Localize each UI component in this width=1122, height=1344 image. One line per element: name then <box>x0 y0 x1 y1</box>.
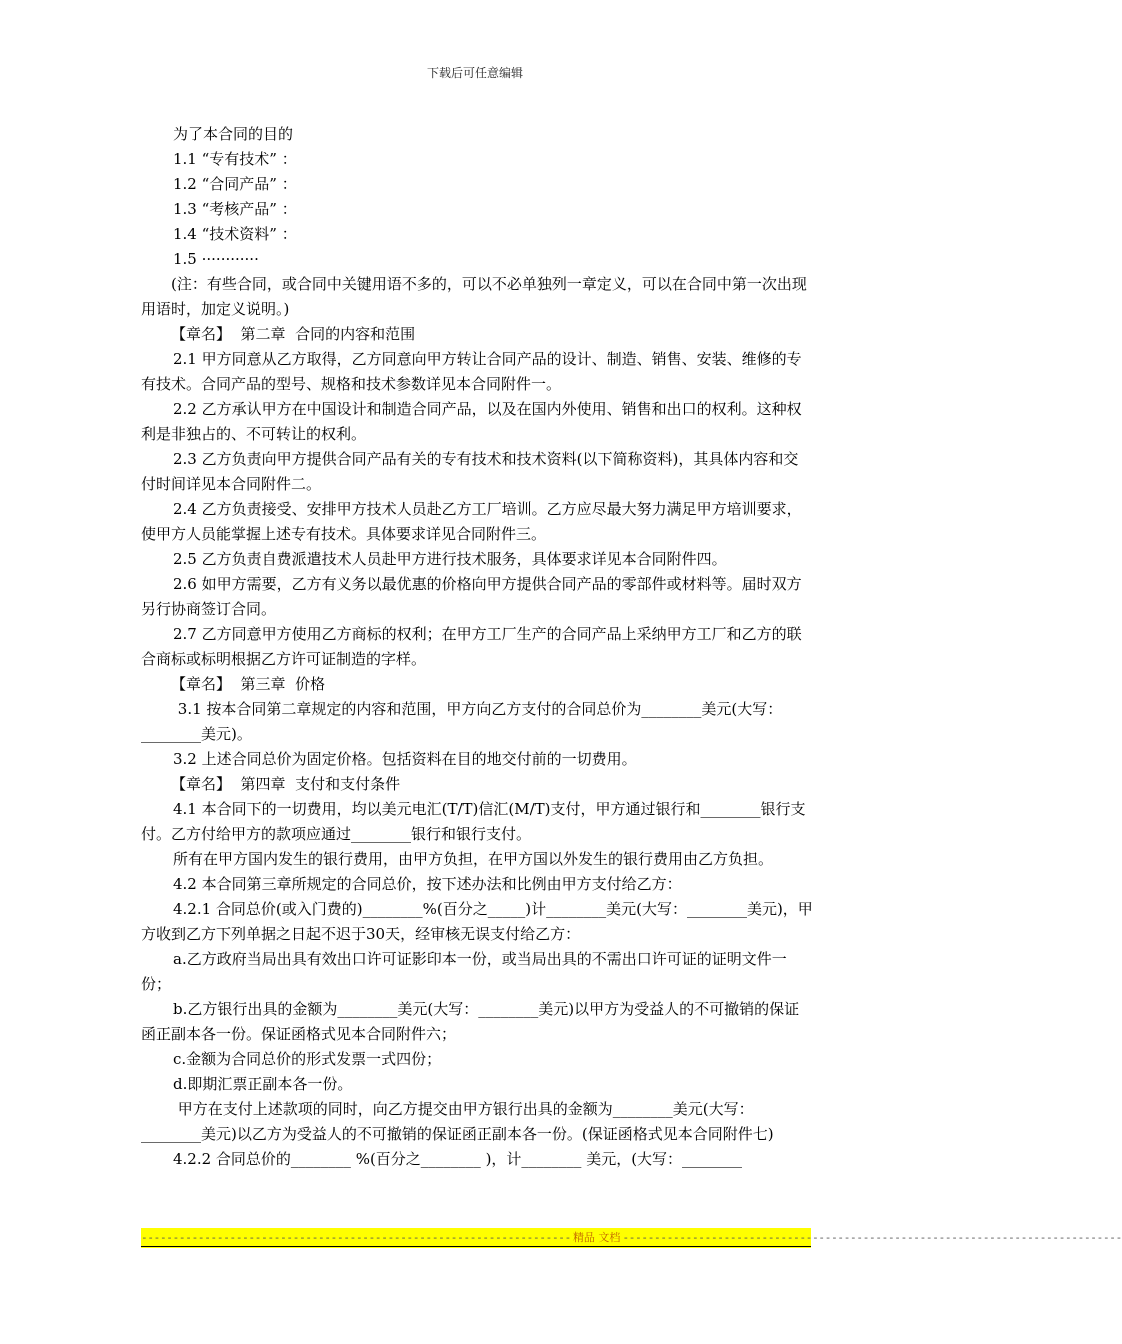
definition-1-5: 1.5 ············ <box>173 250 259 268</box>
footer-label: 精品 文档 <box>572 1231 621 1244</box>
clause-2-1: 2.1 甲方同意从乙方取得，乙方同意向甲方转让合同产品的设计、制造、销售、安装、维修的专有技术。合同产品的型号、规格和技术参数详见本合同附件一。 <box>141 350 802 393</box>
definition-1-4: 1.4 “技术资料” ： <box>173 225 297 243</box>
clause-2-2: 2.2 乙方承认甲方在中国设计和制造合同产品，以及在国内外使用、销售和出口的权利。这种权利是非独占的、不可转让的权利。 <box>141 400 802 443</box>
chapter-2-heading: 【章名】 第二章 合同的内容和范围 <box>171 325 416 343</box>
clause-2-7: 2.7 乙方同意甲方使用乙方商标的权利；在甲方工厂生产的合同产品上采纳甲方工厂和乙方的联合商标或标明根据乙方许可证制造的字样。 <box>141 625 802 668</box>
item-b: b.乙方银行出具的金额为________美元(大写：________美元)以甲方为受益人的不可撤销的保证函正副本各一份。保证函格式见本合同附件六； <box>141 1000 800 1043</box>
intro-paragraph: 为了本合同的目的 <box>173 125 294 143</box>
document-body <box>141 122 813 1172</box>
footer-dashes-right: ------------------------------------------------------------------------------- <box>622 1231 1122 1244</box>
note-paragraph: (注：有些合同，或合同中关键用语不多的，可以不必单独列一章定义，可以在合同中第一次出现用语时，加定义说明。) <box>141 275 807 318</box>
clause-2-4: 2.4 乙方负责接受、安排甲方技术人员赴乙方工厂培训。乙方应尽最大努力满足甲方培训要求，使甲方人员能掌握上述专有技术。具体要求详见合同附件三。 <box>141 500 802 543</box>
clause-4-2-2: 4.2.2 合同总价的________ %(百分之________ )，计________ 美元，(大写：________ <box>173 1150 743 1168</box>
clause-3-2: 3.2 上述合同总价为固定价格。包括资料在目的地交付前的一切费用。 <box>173 750 637 768</box>
item-d: d.即期汇票正副本各一份。 <box>173 1075 353 1093</box>
clause-4-2-1: 4.2.1 合同总价(或入门费的)________%(百分之_____)计________美元(大写：________美元)，甲方收到乙方下列单据之日起不迟于30天，经审核无误支付给乙方： <box>141 900 813 943</box>
item-a: a.乙方政府当局出具有效出口许可证影印本一份，或当局出具的不需出口许可证的证明文件一份； <box>141 950 787 993</box>
bank-fees-paragraph: 所有在甲方国内发生的银行费用，由甲方负担，在甲方国以外发生的银行费用由乙方负担。 <box>173 850 774 868</box>
definition-1-1: 1.1 “专有技术” ： <box>173 150 297 168</box>
definition-1-3: 1.3 “考核产品” ： <box>173 200 297 218</box>
item-c: c.金额为合同总价的形式发票一式四份； <box>173 1050 442 1068</box>
chapter-4-heading: 【章名】 第四章 支付和支付条件 <box>171 775 401 793</box>
definition-1-2: 1.2 “合同产品” ： <box>173 175 297 193</box>
guarantee-paragraph: 甲方在支付上述款项的同时，向乙方提交由甲方银行出具的金额为________美元(大写：________美元)以乙方为受益人的不可撤销的保证函正副本各一份。(保证函格式见本合同附件七) <box>141 1100 774 1143</box>
clause-3-1: 3.1 按本合同第二章规定的内容和范围，甲方向乙方支付的合同总价为________美元(大写：________美元)。 <box>141 700 783 743</box>
page-header: 下载后可任意编辑 <box>426 66 523 80</box>
clause-4-2: 4.2 本合同第三章所规定的合同总价，按下述办法和比例由甲方支付给乙方： <box>173 875 682 893</box>
clause-4-1: 4.1 本合同下的一切费用，均以美元电汇(T/T)信汇(M/T)支付，甲方通过银行和________银行支付。乙方付给甲方的款项应通过________银行和银行支付。 <box>141 800 806 843</box>
chapter-3-heading: 【章名】 第三章 价格 <box>171 675 326 693</box>
footer-rule <box>141 1246 811 1247</box>
clause-2-6: 2.6 如甲方需要，乙方有义务以最优惠的价格向甲方提供合同产品的零部件或材料等。届时双方另行协商签订合同。 <box>141 575 802 618</box>
footer-banner <box>141 1228 1122 1248</box>
clause-2-5: 2.5 乙方负责自费派遣技术人员赴甲方进行技术服务，具体要求详见本合同附件四。 <box>173 550 727 568</box>
clause-2-3: 2.3 乙方负责向甲方提供合同产品有关的专有技术和技术资料(以下简称资料)，其具体内容和交付时间详见本合同附件二。 <box>141 450 799 493</box>
footer-dashes-left: -------------------------------------------------------------------- <box>141 1231 571 1244</box>
